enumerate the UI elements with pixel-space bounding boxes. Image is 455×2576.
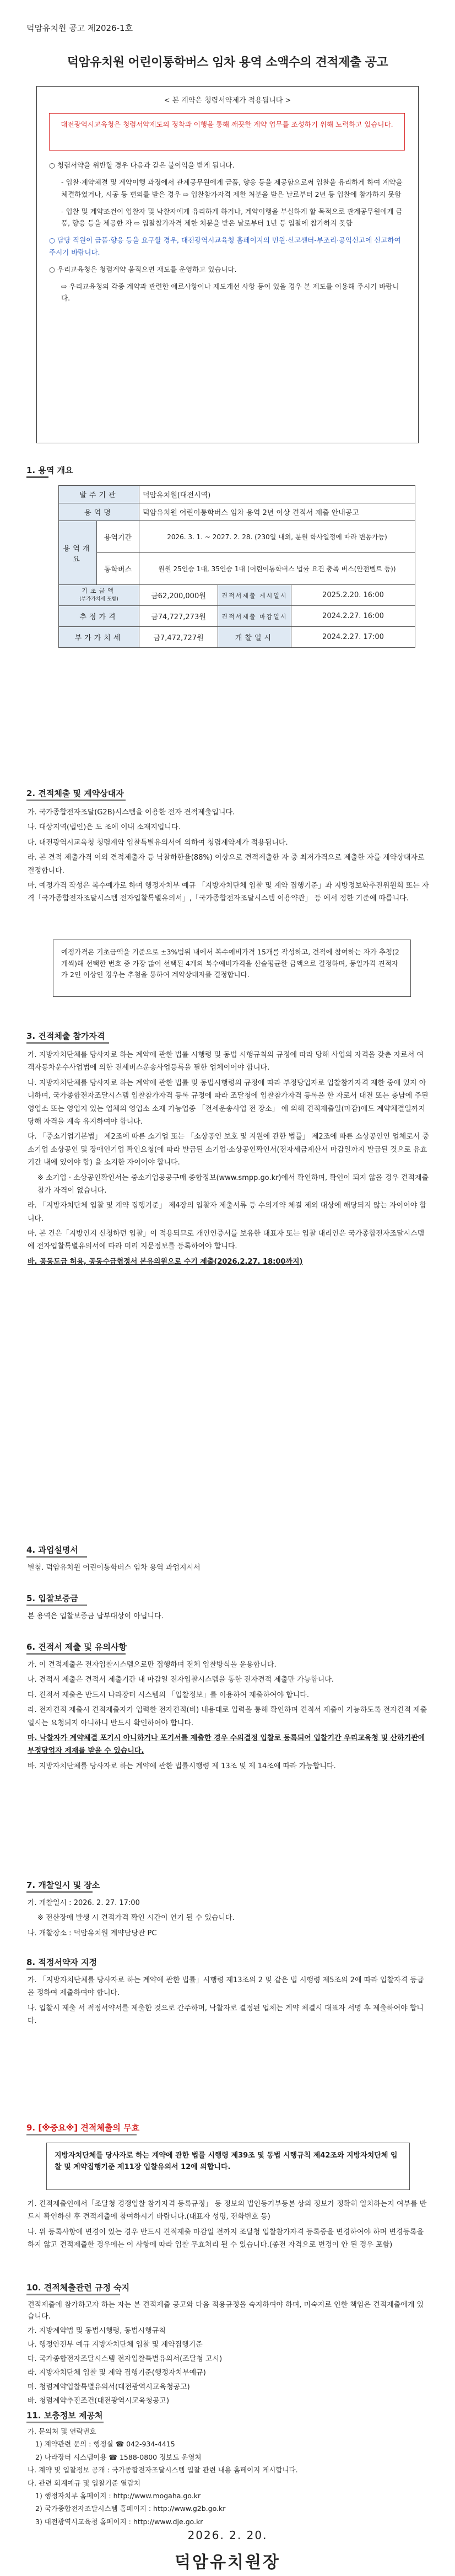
pledge-item: - 입찰 및 계약조건이 입찰자 및 낙찰자에게 유리하게 하거나, 계약이행을 부실하게 할 목적으로 관계공무원에게 금품, 향응 등을 제공한 자 ⇨ 입찰참가자격 제한 처분을 받은 날로부터 1년 등 입찰에 참가하지 못함 <box>61 207 403 227</box>
section-2-title: 2. 견적체출 및 계약상대자 <box>26 788 124 798</box>
table-header-cell: 견적서제출 게시일시 <box>218 585 291 606</box>
paragraph: ※ 소기업 · 소상공인확인서는 중소기업공공구매 종합정보(www.smpp.go.kr)에서 확인하며, 확인이 되지 않을 경우 견적제출 참가 자격이 없습니다. <box>37 1173 429 1195</box>
paragraph: 1) 행정자치부 홈페이지 : http://www.mogaha.go.kr <box>35 2491 201 2500</box>
section-underline <box>26 2422 104 2423</box>
section-2-body <box>28 806 430 908</box>
paragraph: 바. 청렴계약추진조건(대전광역시교육청공고) <box>28 2397 170 2406</box>
section-9-body <box>28 2198 430 2254</box>
section-5-title: 5. 입찰보증금 <box>26 1593 78 1603</box>
paragraph: 바. 공동도급 허용, 공동수급협정서 본유의원으로 수기 제출(2026.2.27. 18:00까지) <box>28 1257 303 1266</box>
table-cell: 금62,200,000원 <box>139 585 218 606</box>
section-7-title: 7. 개찰일시 및 장소 <box>26 1880 100 1890</box>
paragraph: 마. 낙찰자가 계약체결 포기시 아니하거나 포기서를 제출한 경우 수의결정 입찰로 등록되어 입찰기간 우리교육청 및 산하기관에 부정당업자 제재를 받을 수 있습니다. <box>28 1734 425 1756</box>
paragraph: 다. 대전광역시교육청 청렴계약 입찰특별유의서에 의하여 청렴계약제가 적용됩니다. <box>28 838 288 847</box>
section-11-body <box>28 2426 430 2529</box>
section-underline <box>26 1968 93 1970</box>
paragraph: 마. 예정가격 작성은 복수예가로 하며 행정자치부 예규 「지방자치단체 입찰 및 계약 집행기준」과 지방정보화추진위원회 또는 자격「국가종합전자조달시스템 전자입찰특별유의서」,「국가종합전자조달시스템 이용약관」 등 에서 정한 기준에 따릅니다. <box>28 881 429 903</box>
section-4-body: 별첨. 덕암유치원 어린이통학버스 임차 용역 과업지시서 <box>28 1564 201 1572</box>
paragraph: 나. 위 등록사항에 변경이 있는 경우 반드시 견적제출 마감일 전까지 조달청 입찰참가자격 등록증을 변경하여야 하며 변경등록을 하지 않고 견적제출한 경우에는 이 사항에 따라 입찰 무효처리 될 수 있습니다.(종전 자격으로 변경이 안 된 경우 포함) <box>28 2228 424 2250</box>
pledge-item: - 입찰·계약체결 및 계약이행 과정에서 관계공무원에게 금품, 향응 등을 제공함으로써 입찰을 유리하게 하여 계약을 체결하였거나, 시공 등 편의를 받은 경우 ⇨ 입찰참가자격 제한 처분을 받은 날로부터 2년 등 입찰에 참가하지 못함 <box>61 178 403 198</box>
section-underline <box>26 1604 87 1606</box>
pledge-item: ○ 청렴서약을 위반할 경우 다음과 같은 불이익을 받게 됩니다. <box>49 161 235 169</box>
note-box: 지방자치단체를 당사자로 하는 계약에 관한 법률 시행령 제39조 및 동법 시행규칙 제42조와 지방자치단체 입찰 및 계약집행기준 제11장 입찰유의서 12에 의합니다. <box>46 2143 410 2190</box>
pledge-item: ○ 담당 직원이 금품·향응 등을 요구할 경우, 대전광역시교육청 홈페이지의 민원·신고센터-부조리·공익신고에 신고하여 주시기 바랍니다. <box>49 236 401 256</box>
paragraph: 라. 본 견적 제출가격 이외 견적제출자 등 낙찰하한율(88%) 이상으로 견적제출한 자 중 최저가격으로 제출한 자를 계약상대자로 결정합니다. <box>28 854 425 875</box>
section-9-title: 9. [※중요※] 견적체출의 무효 <box>26 2123 140 2133</box>
table-cell: 2024.2.27. 16:00 <box>291 606 415 627</box>
section-6-title: 6. 견적서 제출 및 유의사항 <box>26 1642 127 1652</box>
paragraph: 다. 견적서 제출은 반드시 나라장터 시스템의 「입찰정보」를 이용하여 제출하여야 합니다. <box>28 1690 309 1699</box>
paragraph: 다. 「중소기업기본법」 제2조에 따른 소기업 또는 「소상공인 보호 및 지원에 관한 법률」 제2조에 따른 소상공인인 업체로서 중소기업 소상공인 및 장애인기업 확인요청(에 따라 발급된 소기업·소상공인확인서(전자세금계산서 마감일까지 발급된 것으로 유효기간 내에 있어야 함) 을 소지한 자이어야 합니다. <box>28 1133 430 1167</box>
paragraph: 라. 전자견적 제출시 견적제출자가 입력한 전자견적(비) 내용대로 입력을 통해 확인하며 견적서 제출이 가능하도록 전자견적 제출 일시는 요청되지 아니하니 반드시 확인하여야 합니다. <box>28 1706 427 1727</box>
table-cell: 금7,472,727원 <box>139 627 218 648</box>
paragraph: ※ 전산장애 발생 시 견적가격 확인 시간이 연기 될 수 있습니다. <box>37 1914 235 1923</box>
section-underline <box>26 799 126 801</box>
section-7-body <box>28 1897 430 1942</box>
paragraph: 가. 국가종합전자조달(G2B)시스템을 이용한 전자 견적제출입니다. <box>28 808 235 817</box>
paragraph: 가. 견적제출인에서「조달청 경쟁입찰 참가자격 등록규정」 등 정보의 법인등기부등본 상의 정보가 정확히 일치하는지 여부를 반드시 확인하신 후 견적제출에 참여하시기 바랍니다.(대표자 성명, 전화번호 등) <box>28 2200 427 2221</box>
paragraph: 마. 청렴계약입찰특별유의서(대전광역시교육청공고) <box>28 2382 190 2391</box>
paragraph: 나. 견적서 제출은 견적서 제출기간 내 마감일 전자입찰시스템을 통한 전자견적 제출만 가능합니다. <box>28 1676 334 1684</box>
paragraph: 나. 지방자치단체를 당사자로 하는 계약에 관한 법률 및 동법시행령의 규정에 따라 부정당업자로 입찰참가자격 제한 중에 있지 아니하며, 국가종합전자조달시스템 입찰참가자격 등록 규정에 따라 조달청에 입찰참가자격 등록을 한 자로서 대전 또는 충남에 주된 영업소 또는 영업지 있는 업체의 영업소 소재 가능업종 「전세운송사업 전 장소」 에 의해 견적제출일(마감)에도 계약체결일까지 당해 자격을 계속 유지하여야 합니다. <box>28 1078 429 1126</box>
table-header-cell: 개찰일시 <box>218 627 291 648</box>
paragraph: 가. 지방자치단체를 당사자로 하는 계약에 관한 법률 시행령 및 동법 시행규칙의 규정에 따라 당해 사업의 자격을 갖춘 자로서 여객자동차운수사업법에 의한 전세버스운송사업등록을 필한 업체이어야 합니다. <box>28 1051 424 1072</box>
table-cell: 2024.2.27. 17:00 <box>291 627 415 648</box>
table-header-cell: 용역명 <box>59 503 139 521</box>
integrity-pledge-box <box>36 86 419 443</box>
section-1-title: 1. 용역 개요 <box>26 465 73 475</box>
paragraph: 나. 개찰장소 : 덕암유치원 계약담당관 PC <box>28 1929 157 1938</box>
pledge-heading: < 본 계약은 청렴서약제가 적용됩니다 > <box>164 96 291 105</box>
section-underline <box>26 1556 87 1558</box>
section-underline <box>26 1653 126 1655</box>
table-header-cell: 발주기관 <box>59 486 139 503</box>
paragraph: 2) 나라장터 시스템이용 ☎ 1588-0800 정보도 운영처 <box>35 2452 202 2461</box>
section-underline <box>26 1891 93 1893</box>
paragraph: 견적제출에 참가하고자 하는 자는 본 견적제출 공고와 다음 적용규정을 숙지하여야 하며, 미숙지로 인한 책임은 견적제출에게 있습니다. <box>28 2301 424 2321</box>
table-header-cell: 추정가격 <box>59 606 139 627</box>
section-underline <box>26 2134 137 2135</box>
paragraph: 나. 행정안전부 예규 지방자치단체 입찰 및 계약집행기준 <box>28 2341 203 2349</box>
service-overview-table <box>58 485 415 648</box>
table-header-cell: 기초금액 (부가가치세 포함) <box>59 585 139 606</box>
paragraph: 2) 국가종합전자조달시스템 홈페이지 : http://www.g2b.go.kr <box>35 2504 226 2513</box>
table-cell: 2025.2.20. 16:00 <box>291 585 415 606</box>
paragraph: 나. 대상지역(법인)은 도 조에 이내 소재지입니다. <box>28 823 181 832</box>
section-3-title: 3. 견적체출 참가자격 <box>26 1031 105 1041</box>
table-cell: 원원 25인승 1대, 35인승 1대 (어린이통학버스 법률 요건 충족 버스(안전벨트 등)) <box>139 553 415 585</box>
paragraph: 라. 「지방자치단체 입찰 및 계약 집행기준」 제4장의 입찰자 제출서류 등 수의계약 체결 제외 대상에 해당되지 않는 자이어야 합니다. <box>28 1201 426 1223</box>
section-10-title: 10. 견적체출관련 규정 숙지 <box>26 2283 130 2293</box>
table-header-cell: 부가가치세 <box>59 627 139 648</box>
paragraph: 다. 국가종합전자조달시스템 전자입찰특별유의서(조달청 고시) <box>28 2354 223 2363</box>
section-3-body <box>28 1049 430 1270</box>
table-cell: 2026. 3. 1. ~ 2027. 2. 28. (230일 내외, 분원 학사일정에 따라 변동가능) <box>139 521 415 553</box>
section-4-title: 4. 과업설명서 <box>26 1545 78 1555</box>
table-subheader-cell: 통학버스 <box>97 553 139 585</box>
notice-date: 2026. 2. 20. <box>187 2529 268 2542</box>
note-box: 예정가격은 기초금액을 기준으로 ±3%범위 내에서 복수예비가격 15개를 작성하고, 견적에 참여하는 자가 추첨(2개씩)해 선택한 번호 중 가장 많이 선택된 4개의 복수예비가격을 산술평균한 금액으로 결정하며, 동일가격 견적자가 2인 이상인 경우는 추첨을 통하여 계약상대자를 결정합니다. <box>53 940 411 997</box>
pledge-red-note: 대전광역시교육청은 청렴서약제도의 정착과 이행을 통해 깨끗한 계약 업무를 조성하기 위해 노력하고 있습니다. <box>49 113 405 151</box>
table-subheader-cell: 용역기간 <box>97 521 139 553</box>
paragraph: 가. 이 견적제출은 전자입찰시스템으로만 집행하며 전체 입찰방식을 운용합니다. <box>28 1661 277 1669</box>
table-header-cell: 용역개요 <box>59 521 97 585</box>
section-5-body: 본 용역은 입찰보증금 납부대상이 아닙니다. <box>28 1612 164 1620</box>
section-underline <box>26 476 48 478</box>
table-cell: 금74,727,273원 <box>139 606 218 627</box>
pledge-item: ⇨ 우리교육청의 각종 계약과 관련한 애로사항이나 제도개선 사항 등이 있을 경우 본 제도를 이용해 주시기 바랍니다. <box>61 282 399 303</box>
table-cell: 덕암유치원 어린이통학버스 임차 용역 2년 이상 견적서 제출 안내공고 <box>139 503 415 521</box>
paragraph: 다. 관련 회계예규 및 입찰기준 열람처 <box>28 2478 140 2487</box>
section-underline <box>26 1042 109 1044</box>
section-10-body <box>28 2299 430 2409</box>
paragraph: 가. 문의처 및 연락번호 <box>28 2427 96 2435</box>
section-8-body <box>28 1974 430 2030</box>
paragraph: 라. 지방자치단체 입찰 및 계약 집행기준(행정자치부예규) <box>28 2369 206 2378</box>
table-cell: 덕암유치원(대전시역) <box>139 486 415 503</box>
paragraph: 1) 계약관련 문의 : 행정실 ☎ 042-934-4415 <box>35 2440 175 2449</box>
paragraph: 가. 개찰일시 : 2026. 2. 27. 17:00 <box>28 1899 140 1907</box>
issuer-signature: 덕암유치원장 <box>175 2553 280 2572</box>
section-8-title: 8. 적정서약자 지정 <box>26 1957 98 1967</box>
section-11-title: 11. 보충정보 제공처 <box>26 2411 103 2421</box>
section-underline <box>26 2294 120 2295</box>
page-title: 덕암유치원 어린이통학버스 임차 용역 소액수의 견적제출 공고 <box>67 56 388 69</box>
paragraph: 마. 본 건은「지방인지 신청하던 입찰」이 적용되므로 개인인증서를 보유한 대표자 또는 입찰 대리인은 국가종합전자조달시스템에 전자입찰특별유의서에 따라 미리 지문정보를 등록하여야 합니다. <box>28 1230 425 1251</box>
paragraph: 3) 대전광역시교육청 홈페이지 : http://www.dje.go.kr <box>35 2517 203 2526</box>
paragraph: 나. 입찰시 제출 서 적정서약서를 제출한 것으로 간주하며, 낙찰자로 결정된 업체는 계약 체결시 대표자 서명 후 제출하여야 합니다. <box>28 2004 424 2026</box>
paragraph: 가. 지방계약법 및 동법시행령, 동법시행규칙 <box>28 2326 166 2335</box>
pledge-list <box>49 159 407 310</box>
paragraph: 나. 계약 및 입찰정보 공개 : 국가종합전자조달시스템 입찰 관련 내용 홈페이지 게시합니다. <box>28 2466 298 2475</box>
paragraph: 가. 「지방자치단체를 당사자로 하는 계약에 관한 법률」시행령 제13조의 2 및 같은 법 시행령 제5조의 2에 따라 입찰자격 등급을 정하여 제출하여야 합니다. <box>28 1976 424 1998</box>
table-header-cell: 견적서제출 마감일시 <box>218 606 291 627</box>
paragraph: 바. 지방자치단체를 당사자로 하는 계약에 관한 법률시행령 제 13조 및 제 14조에 따라 가능합니다. <box>28 1762 336 1770</box>
pledge-item: ○ 우리교육청은 청렴계약 움직으면 재도를 운영하고 있습니다. <box>49 265 237 273</box>
section-6-body <box>28 1659 430 1775</box>
notice-number: 덕암유치원 공고 제2026-1호 <box>26 23 133 33</box>
